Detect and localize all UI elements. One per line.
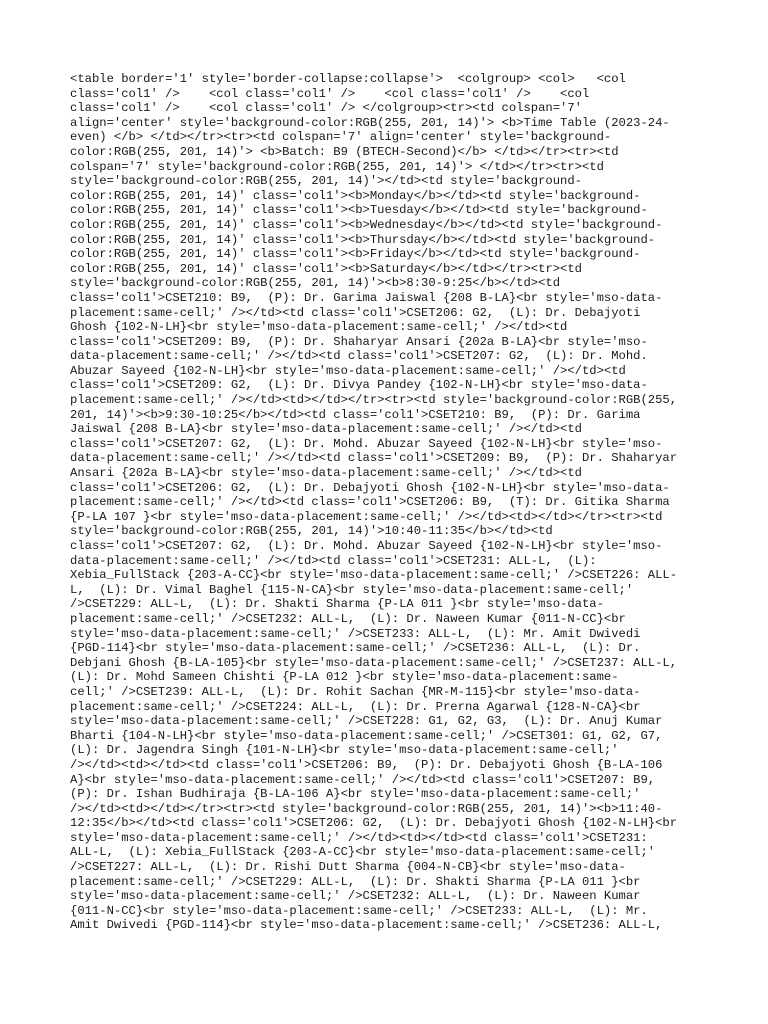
- text-line: style='mso-data-placement:same-cell;' />CSET233: ALL-L, (L): Mr. Amit Dwivedi: [70, 626, 641, 641]
- text-line: <table border='1' style='border-collapse:collapse'> <colgroup> <col> <col: [70, 72, 626, 86]
- text-line: Jaiswal {208 B-LA}<br style='mso-data-placement:same-cell;' /></td><td: [70, 422, 582, 437]
- text-line: align='center' style='background-color:RGB(255, 201, 14)'> <b>Time Table (2023-24-: [70, 115, 670, 130]
- text-line: {PGD-114}<br style='mso-data-placement:same-cell;' />CSET236: ALL-L, (L): Dr.: [70, 641, 641, 656]
- text-line: class='col1' /> <col class='col1' /> </colgroup><tr><td colspan='7': [70, 101, 582, 116]
- text-line: {P-LA 107 }<br style='mso-data-placement:same-cell;' /></td><td></td></tr><tr><td: [70, 509, 663, 524]
- text-line: class='col1'>CSET209: B9, (P): Dr. Shaharyar Ansari {202a B-LA}<br style='mso-: [70, 334, 648, 349]
- text-line: data-placement:same-cell;' /></td><td class='col1'>CSET231: ALL-L, (L):: [70, 553, 597, 568]
- text-line: data-placement:same-cell;' /></td><td class='col1'>CSET207: G2, (L): Dr. Mohd.: [70, 349, 648, 364]
- text-line: style='mso-data-placement:same-cell;' /></td><td></td><td class='col1'>CSET231:: [70, 830, 648, 845]
- text-line: class='col1' /> <col class='col1' /> <col class='col1' /> <col: [70, 86, 590, 101]
- text-line: Bharti {104-N-LH}<br style='mso-data-placement:same-cell;' />CSET301: G1, G2, G7,: [70, 728, 663, 743]
- text-line: />CSET229: ALL-L, (L): Dr. Shakti Sharma {P-LA 011 }<br style='mso-data-: [70, 597, 604, 612]
- text-line: style='mso-data-placement:same-cell;' />CSET232: ALL-L, (L): Dr. Naween Kumar: [70, 889, 641, 904]
- text-line: even) </b> </td></tr><tr><td colspan='7' align='center' style='background-: [70, 130, 612, 145]
- text-line: 201, 14)'><b>9:30-10:25</b></td><td class='col1'>CSET210: B9, (P): Dr. Garima: [70, 407, 641, 422]
- text-line: /></td><td></td><td class='col1'>CSET206: B9, (P): Dr. Debajyoti Ghosh {B-LA-106: [70, 757, 663, 772]
- text-line: color:RGB(255, 201, 14)' class='col1'><b>Saturday</b></td></tr><tr><td: [70, 261, 582, 276]
- text-line: Debjani Ghosh {B-LA-105}<br style='mso-data-placement:same-cell;' />CSET237: ALL-L,: [70, 655, 678, 670]
- text-line: placement:same-cell;' /></td><td></td></tr><tr><td style='background-color:RGB(255,: [70, 393, 678, 408]
- text-line: cell;' />CSET239: ALL-L, (L): Dr. Rohit Sachan {MR-M-115}<br style='mso-data-: [70, 684, 641, 699]
- text-line: data-placement:same-cell;' /></td><td class='col1'>CSET209: B9, (P): Dr. Shaharyar: [70, 451, 678, 466]
- text-line: placement:same-cell;' />CSET232: ALL-L, (L): Dr. Naween Kumar {011-N-CC}<br: [70, 611, 626, 626]
- text-line: /></td><td></td></tr><tr><td style='background-color:RGB(255, 201, 14)'><b>11:40-: [70, 801, 663, 816]
- text-line: placement:same-cell;' /></td><td class='col1'>CSET206: G2, (L): Dr. Debajyoti: [70, 305, 641, 320]
- text-line: (L): Dr. Mohd Sameen Chishti {P-LA 012 }<br style='mso-data-placement:same-: [70, 670, 619, 685]
- text-line: Abuzar Sayeed {102-N-LH}<br style='mso-data-placement:same-cell;' /></td><td: [70, 363, 626, 378]
- text-line: style='background-color:RGB(255, 201, 14)'><b>8:30-9:25</b></td><td: [70, 276, 561, 291]
- text-line: class='col1'>CSET206: G2, (L): Dr. Debajyoti Ghosh {102-N-LH}<br style='mso-data-: [70, 480, 670, 495]
- text-line: colspan='7' style='background-color:RGB(255, 201, 14)'> </td></tr><tr><td: [70, 159, 604, 174]
- text-line: style='background-color:RGB(255, 201, 14)'>10:40-11:35</b></td><td: [70, 524, 553, 539]
- text-line: class='col1'>CSET207: G2, (L): Dr. Mohd. Abuzar Sayeed {102-N-LH}<br style='mso-: [70, 539, 663, 553]
- text-line: Ansari {202a B-LA}<br style='mso-data-placement:same-cell;' /></td><td: [70, 466, 582, 481]
- text-line: ALL-L, (L): Xebia_FullStack {203-A-CC}<br style='mso-data-placement:same-cell;': [70, 845, 656, 860]
- text-line: color:RGB(255, 201, 14)' class='col1'><b>Tuesday</b></td><td style='background-: [70, 203, 648, 218]
- text-line: placement:same-cell;' />CSET224: ALL-L, (L): Dr. Prerna Agarwal {128-N-CA}<br: [70, 699, 641, 714]
- text-line: Ghosh {102-N-LH}<br style='mso-data-placement:same-cell;' /></td><td: [70, 320, 568, 335]
- text-line: A}<br style='mso-data-placement:same-cell;' /></td><td class='col1'>CSET207: B9,: [70, 772, 656, 787]
- text-line: (P): Dr. Ishan Budhiraja {B-LA-106 A}<br style='mso-data-placement:same-cell;': [70, 787, 641, 802]
- text-line: placement:same-cell;' />CSET229: ALL-L, (L): Dr. Shakti Sharma {P-LA 011 }<br: [70, 874, 641, 889]
- text-line: placement:same-cell;' /></td><td class='col1'>CSET206: B9, (T): Dr. Gitika Sharma: [70, 495, 670, 510]
- text-line: class='col1'>CSET207: G2, (L): Dr. Mohd. Abuzar Sayeed {102-N-LH}<br style='mso-: [70, 436, 663, 451]
- text-line: Amit Dwivedi {PGD-114}<br style='mso-data-placement:same-cell;' />CSET236: ALL-L,: [70, 918, 663, 933]
- text-line: color:RGB(255, 201, 14)' class='col1'><b>Wednesday</b></td><td style='background-: [70, 217, 663, 232]
- text-line: {011-N-CC}<br style='mso-data-placement:same-cell;' />CSET233: ALL-L, (L): Mr.: [70, 903, 648, 918]
- text-line: 12:35</b></td><td class='col1'>CSET206: G2, (L): Dr. Debajyoti Ghosh {102-N-LH}<br: [70, 816, 678, 831]
- text-line: color:RGB(255, 201, 14)' class='col1'><b>Thursday</b></td><td style='background-: [70, 232, 656, 247]
- text-line: class='col1'>CSET209: G2, (L): Dr. Divya Pandey {102-N-LH}<br style='mso-data-: [70, 378, 648, 393]
- text-line: />CSET227: ALL-L, (L): Dr. Rishi Dutt Sharma {004-N-CB}<br style='mso-data-: [70, 860, 626, 875]
- html-source-text: [70, 72, 710, 933]
- text-line: Xebia_FullStack {203-A-CC}<br style='mso-data-placement:same-cell;' />CSET226: ALL-: [70, 568, 678, 583]
- text-line: class='col1'>CSET210: B9, (P): Dr. Garima Jaiswal {208 B-LA}<br style='mso-data-: [70, 290, 663, 305]
- text-line: (L): Dr. Jagendra Singh {101-N-LH}<br style='mso-data-placement:same-cell;': [70, 743, 619, 758]
- text-line: color:RGB(255, 201, 14)' class='col1'><b>Friday</b></td><td style='background-: [70, 247, 641, 262]
- text-line: color:RGB(255, 201, 14)' class='col1'><b>Monday</b></td><td style='background-: [70, 188, 641, 203]
- text-line: style='mso-data-placement:same-cell;' />CSET228: G1, G2, G3, (L): Dr. Anuj Kumar: [70, 714, 663, 729]
- text-line: L, (L): Dr. Vimal Baghel {115-N-CA}<br style='mso-data-placement:same-cell;': [70, 582, 634, 597]
- text-line: color:RGB(255, 201, 14)'> <b>Batch: B9 (BTECH-Second)</b> </td></tr><tr><td: [70, 144, 619, 159]
- text-line: style='background-color:RGB(255, 201, 14)'></td><td style='background-: [70, 174, 582, 189]
